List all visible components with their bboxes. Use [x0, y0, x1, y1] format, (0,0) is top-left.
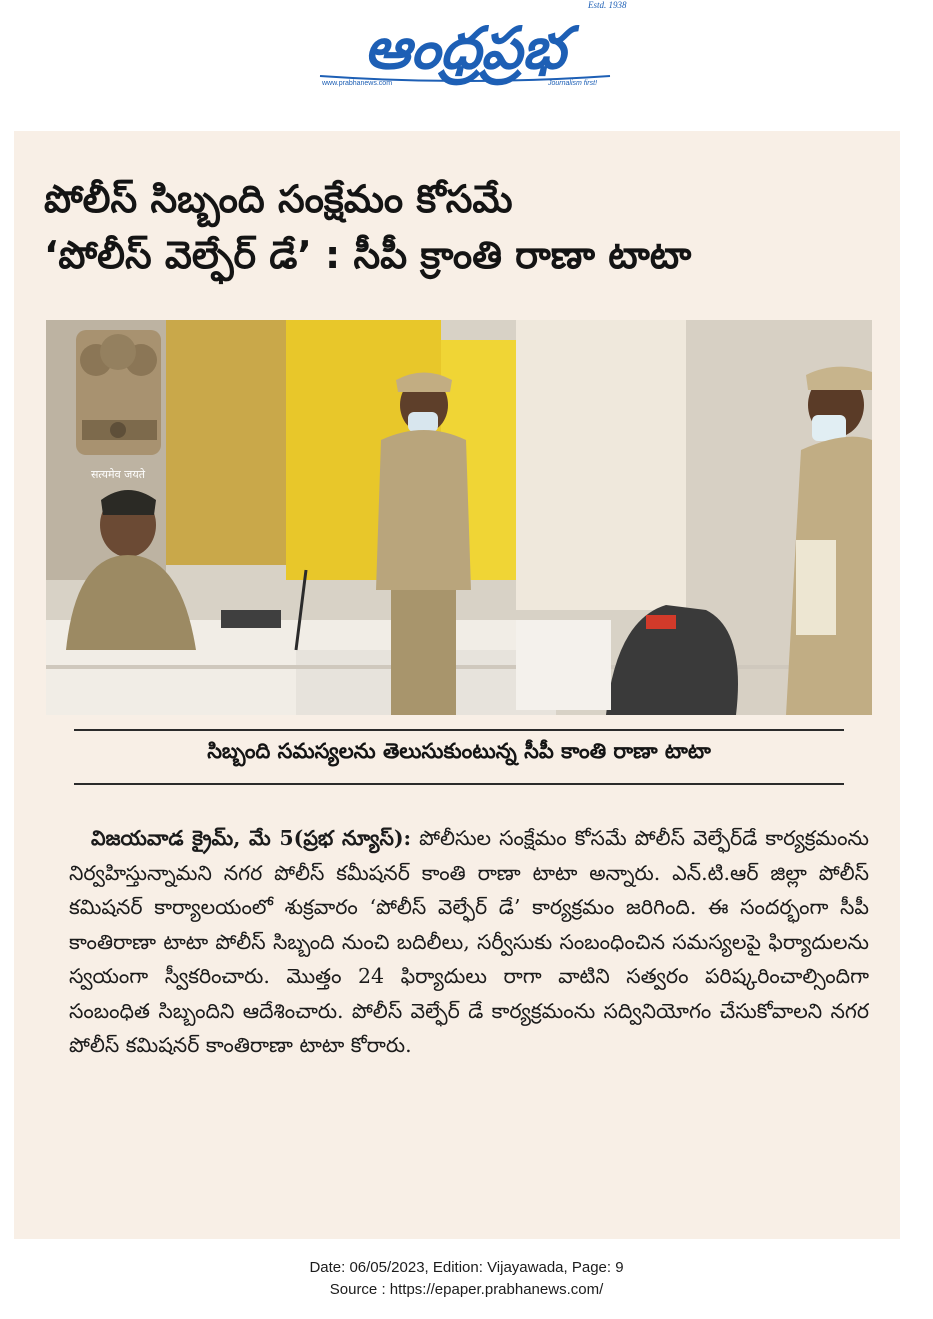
headline-line-1: పోలీస్ సిబ్బంది సంక్షేమం కోసమే — [44, 177, 513, 221]
news-clipping — [14, 131, 900, 1239]
article-photo — [46, 320, 872, 715]
masthead-tagline: Journalism first! — [548, 80, 598, 87]
caption-top-rule — [74, 729, 844, 731]
source-footer — [0, 1257, 933, 1301]
article-headline — [44, 171, 864, 283]
article-dateline: విజయవాడ క్రైమ్, మే 5(ప్రభ న్యూస్): — [91, 826, 412, 850]
office-scene-photo — [46, 320, 872, 715]
national-emblem — [76, 330, 161, 455]
emblem-motto: सत्यमेव जयते — [90, 468, 146, 481]
headline-line-2: ‘పోలీస్ వెల్ఫేర్ డే’ : సీపీ క్రాంతి రాణా టాటా — [44, 233, 692, 277]
estd-label: Estd. 1938 — [588, 0, 627, 10]
masthead-logo-text: ఆంధ్రప్రభ — [364, 14, 566, 82]
site-url: www.prabhanews.com — [322, 80, 393, 87]
caption-bottom-rule — [74, 783, 844, 785]
source-link: Source : https://epaper.prabhanews.com/ — [329, 1281, 604, 1298]
photo-caption: సిబ్బంది సమస్యలను తెలుసుకుంటున్న సీపీ కాంతి రాణా టాటా — [207, 739, 711, 763]
edition-info: Date: 06/05/2023, Edition: Vijayawada, Page: 9 — [309, 1259, 624, 1276]
article-body-text: పోలీసుల సంక్షేమం కోసమే పోలీస్ వెల్ఫేర్‌డే కార్యక్రమంను నిర్వహిస్తున్నామని నగర పోలీస్ కమీషనర్ కాంతి రాణా టాటా అన్నారు. ఎన్.టి.ఆర్ జిల్లా పోలీస్ కమిషనర్ కార్యాలయంలో శుక్రవారం ‘పోలీస్ వెల్ఫేర్ డే’ కార్యక్రమం జరిగింది. ఈ సందర్భంగా సీపీ కాంతిరాణా టాటా పోలీస్ సిబ్బంది నుంచి బదిలీలు, సర్వీసుకు సంబంధించిన సమస్యలపై ఫిర్యాదులను స్వయంగా స్వీకరించారు. మొత్తం 24 ఫిర్యాదులు రాగా వాటిని సత్వరం పరిష్కరించాల్సిందిగా సంబంధిత సిబ్బందిని ఆదేశించారు. పోలీస్ వెల్ఫేర్ డే కార్యక్రమంను సద్వినియోగం చేసుకోవాలని నగర పోలీస్ కమిషనర్ కాంతిరాణా టాటా కోరారు. — [69, 826, 869, 1057]
article-body — [69, 821, 869, 1063]
